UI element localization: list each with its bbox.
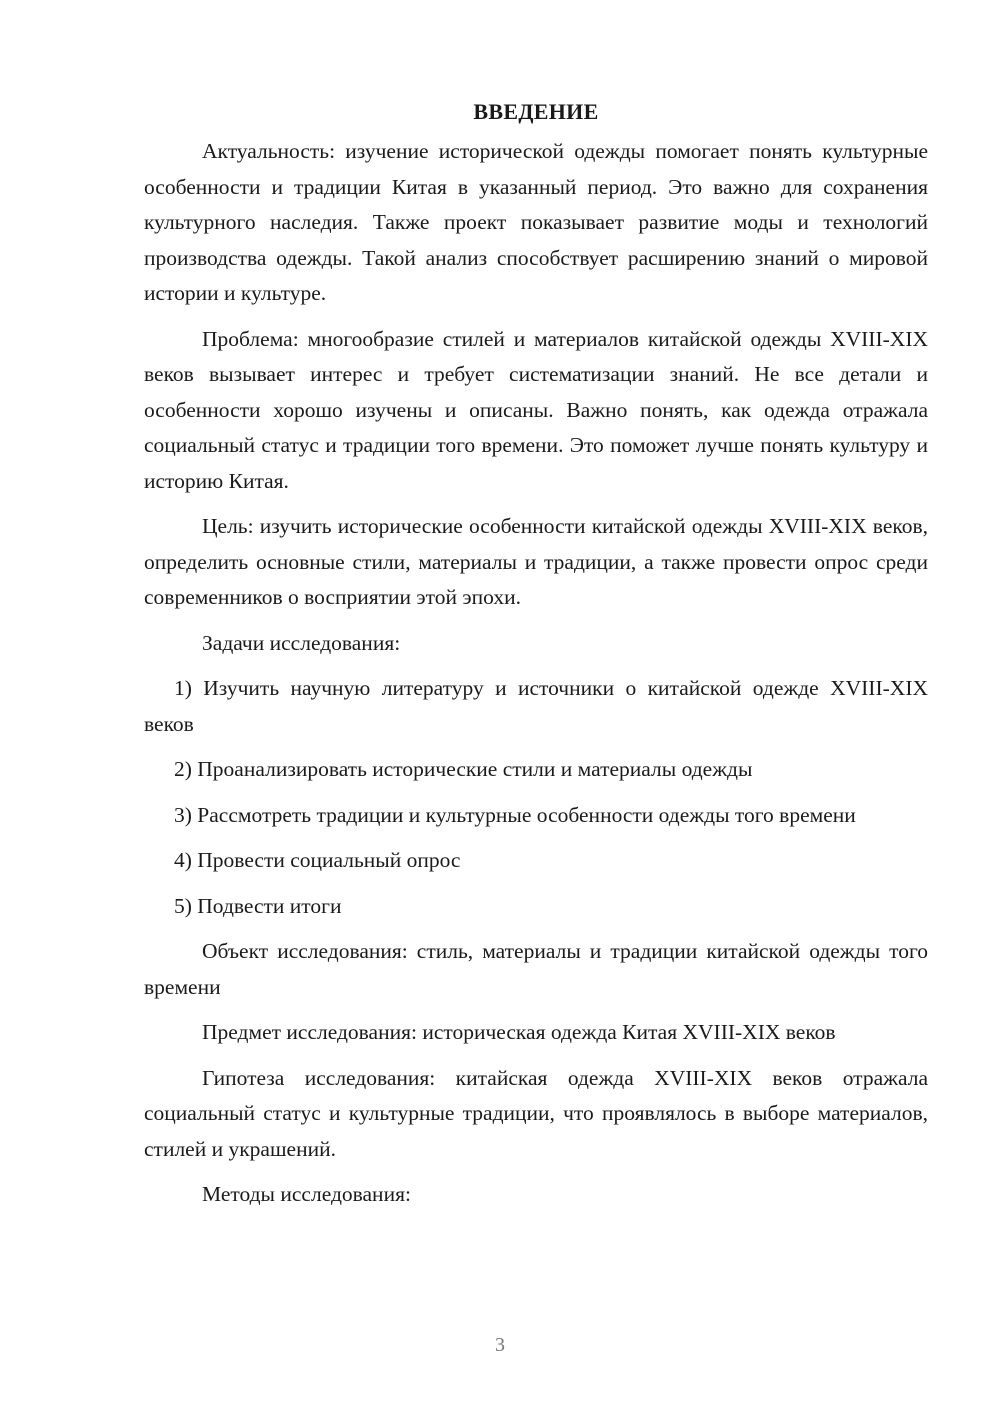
- list-item: 4) Провести социальный опрос: [174, 848, 461, 872]
- goal-paragraph: Цель: изучить исторические особенности китайской одежды XVIII-XIX веков, определить основные стили, материалы и традиции, а также провести опрос среди современников о восприятии этой эпохи.: [144, 514, 928, 609]
- list-item: 5) Подвести итоги: [174, 893, 342, 918]
- methods-paragraph: Методы исследования:: [202, 1182, 411, 1206]
- hypothesis-paragraph: Гипотеза исследования: китайская одежда XVIII-XIX веков отражала социальный статус и культурные традиции, что проявлялось в выборе материалов, стилей и украшений.: [144, 1065, 928, 1161]
- list-item: 2) Проанализировать исторические стили и материалы одежды: [174, 757, 753, 781]
- list-item: 3) Рассмотреть традиции и культурные особенности одежды того времени: [174, 802, 856, 827]
- relevance-paragraph: Актуальность: изучение исторической одежды помогает понять культурные особенности и традиции Китая в указанный период. Это важно для сохранения культурного наследия. Также проект показывает развитие моды и технологий производства одежды. Такой анализ способствует расширению знаний о мировой истории и культуре.: [144, 139, 928, 305]
- problem-paragraph: Проблема: многообразие стилей и материалов китайской одежды XVIII-XIX веков вызывает интерес и требует систематизации знаний. Не все детали и особенности хорошо изучены и описаны. Важно понять, как одежда отражала социальный статус и традиции того времени. Это поможет лучше понять культуру и историю Китая.: [144, 326, 928, 493]
- page-title: ВВЕДЕНИЕ: [473, 99, 599, 124]
- document-page: [144, 96, 928, 1213]
- subject-paragraph: Предмет исследования: историческая одежда Китая XVIII-XIX веков: [202, 1020, 836, 1044]
- page-number: 3: [495, 1334, 505, 1356]
- object-paragraph: Объект исследования: стиль, материалы и традиции китайской одежды того времени: [144, 939, 928, 999]
- tasks-list: [144, 671, 928, 924]
- list-item: 1) Изучить научную литературу и источники о китайской одежде XVIII-XIX веков: [144, 676, 928, 736]
- tasks-intro: Задачи исследования:: [202, 630, 401, 655]
